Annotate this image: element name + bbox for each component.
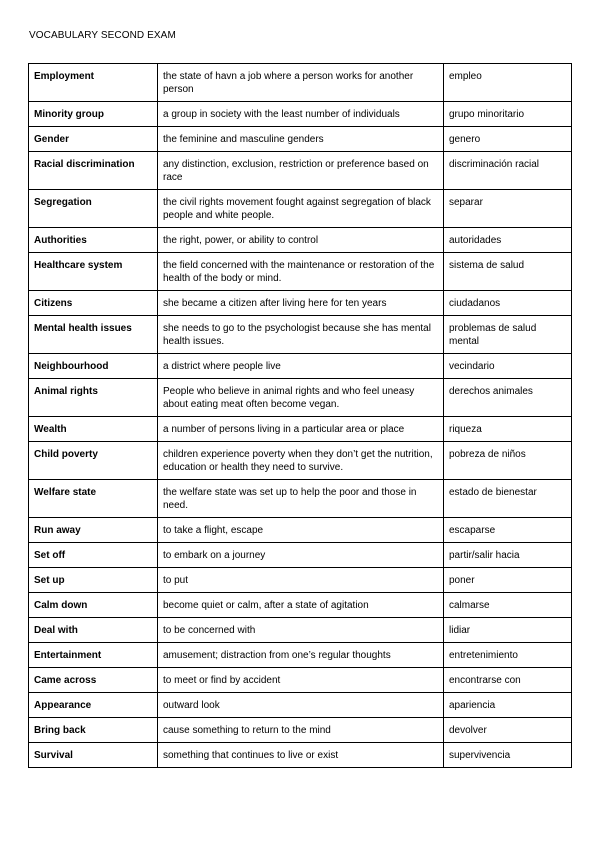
table-row	[29, 354, 572, 379]
definition-cell: become quiet or calm, after a state of agitation	[158, 593, 444, 618]
translation-cell: entretenimiento	[444, 643, 572, 668]
term-cell: Entertainment	[29, 643, 158, 668]
definition-cell: outward look	[158, 693, 444, 718]
term-cell: Authorities	[29, 228, 158, 253]
definition-cell: a group in society with the least number of individuals	[158, 102, 444, 127]
definition-cell: a number of persons living in a particular area or place	[158, 417, 444, 442]
definition-cell: the welfare state was set up to help the poor and those in need.	[158, 480, 444, 518]
term-cell: Bring back	[29, 718, 158, 743]
translation-cell: pobreza de niños	[444, 442, 572, 480]
term-cell: Survival	[29, 743, 158, 768]
definition-cell: to put	[158, 568, 444, 593]
table-row	[29, 190, 572, 228]
term-cell: Racial discrimination	[29, 152, 158, 190]
definition-cell: the feminine and masculine genders	[158, 127, 444, 152]
definition-cell: something that continues to live or exist	[158, 743, 444, 768]
term-cell: Healthcare system	[29, 253, 158, 291]
table-row	[29, 618, 572, 643]
definition-cell: cause something to return to the mind	[158, 718, 444, 743]
definition-cell: any distinction, exclusion, restriction or preference based on race	[158, 152, 444, 190]
translation-cell: lidiar	[444, 618, 572, 643]
table-row	[29, 668, 572, 693]
translation-cell: encontrarse con	[444, 668, 572, 693]
term-cell: Set off	[29, 543, 158, 568]
term-cell: Citizens	[29, 291, 158, 316]
vocabulary-table-body	[29, 64, 572, 768]
definition-cell: the civil rights movement fought against segregation of black people and white people.	[158, 190, 444, 228]
translation-cell: partir/salir hacia	[444, 543, 572, 568]
definition-cell: to meet or find by accident	[158, 668, 444, 693]
term-cell: Deal with	[29, 618, 158, 643]
page-title: VOCABULARY SECOND EXAM	[29, 30, 176, 41]
definition-cell: the right, power, or ability to control	[158, 228, 444, 253]
table-row	[29, 518, 572, 543]
table-row	[29, 442, 572, 480]
table-row	[29, 64, 572, 102]
definition-cell: she needs to go to the psychologist because she has mental health issues.	[158, 316, 444, 354]
table-row	[29, 693, 572, 718]
definition-cell: she became a citizen after living here for ten years	[158, 291, 444, 316]
term-cell: Segregation	[29, 190, 158, 228]
translation-cell: grupo minoritario	[444, 102, 572, 127]
table-row	[29, 718, 572, 743]
table-row	[29, 417, 572, 442]
term-cell: Set up	[29, 568, 158, 593]
table-row	[29, 152, 572, 190]
term-cell: Calm down	[29, 593, 158, 618]
translation-cell: vecindario	[444, 354, 572, 379]
translation-cell: autoridades	[444, 228, 572, 253]
term-cell: Run away	[29, 518, 158, 543]
table-row	[29, 543, 572, 568]
definition-cell: the field concerned with the maintenance or restoration of the health of the body or mind.	[158, 253, 444, 291]
table-row	[29, 316, 572, 354]
table-row	[29, 568, 572, 593]
vocabulary-table	[28, 63, 572, 768]
translation-cell: poner	[444, 568, 572, 593]
term-cell: Minority group	[29, 102, 158, 127]
term-cell: Gender	[29, 127, 158, 152]
translation-cell: riqueza	[444, 417, 572, 442]
translation-cell: discriminación racial	[444, 152, 572, 190]
table-row	[29, 253, 572, 291]
term-cell: Animal rights	[29, 379, 158, 417]
term-cell: Mental health issues	[29, 316, 158, 354]
translation-cell: devolver	[444, 718, 572, 743]
term-cell: Neighbourhood	[29, 354, 158, 379]
term-cell: Wealth	[29, 417, 158, 442]
definition-cell: a district where people live	[158, 354, 444, 379]
table-row	[29, 593, 572, 618]
translation-cell: empleo	[444, 64, 572, 102]
translation-cell: calmarse	[444, 593, 572, 618]
term-cell: Employment	[29, 64, 158, 102]
translation-cell: supervivencia	[444, 743, 572, 768]
translation-cell: apariencia	[444, 693, 572, 718]
definition-cell: children experience poverty when they don’t get the nutrition, education or health they need to survive.	[158, 442, 444, 480]
term-cell: Came across	[29, 668, 158, 693]
table-row	[29, 102, 572, 127]
translation-cell: estado de bienestar	[444, 480, 572, 518]
table-row	[29, 228, 572, 253]
term-cell: Welfare state	[29, 480, 158, 518]
definition-cell: amusement; distraction from one’s regular thoughts	[158, 643, 444, 668]
translation-cell: derechos animales	[444, 379, 572, 417]
table-row	[29, 379, 572, 417]
translation-cell: sistema de salud	[444, 253, 572, 291]
table-row	[29, 743, 572, 768]
translation-cell: problemas de salud mental	[444, 316, 572, 354]
definition-cell: People who believe in animal rights and who feel uneasy about eating meat often become vegan.	[158, 379, 444, 417]
definition-cell: to be concerned with	[158, 618, 444, 643]
definition-cell: the state of havn a job where a person works for another person	[158, 64, 444, 102]
term-cell: Child poverty	[29, 442, 158, 480]
translation-cell: escaparse	[444, 518, 572, 543]
translation-cell: ciudadanos	[444, 291, 572, 316]
table-row	[29, 291, 572, 316]
translation-cell: genero	[444, 127, 572, 152]
term-cell: Appearance	[29, 693, 158, 718]
definition-cell: to embark on a journey	[158, 543, 444, 568]
translation-cell: separar	[444, 190, 572, 228]
table-row	[29, 643, 572, 668]
table-row	[29, 480, 572, 518]
definition-cell: to take a flight, escape	[158, 518, 444, 543]
table-row	[29, 127, 572, 152]
